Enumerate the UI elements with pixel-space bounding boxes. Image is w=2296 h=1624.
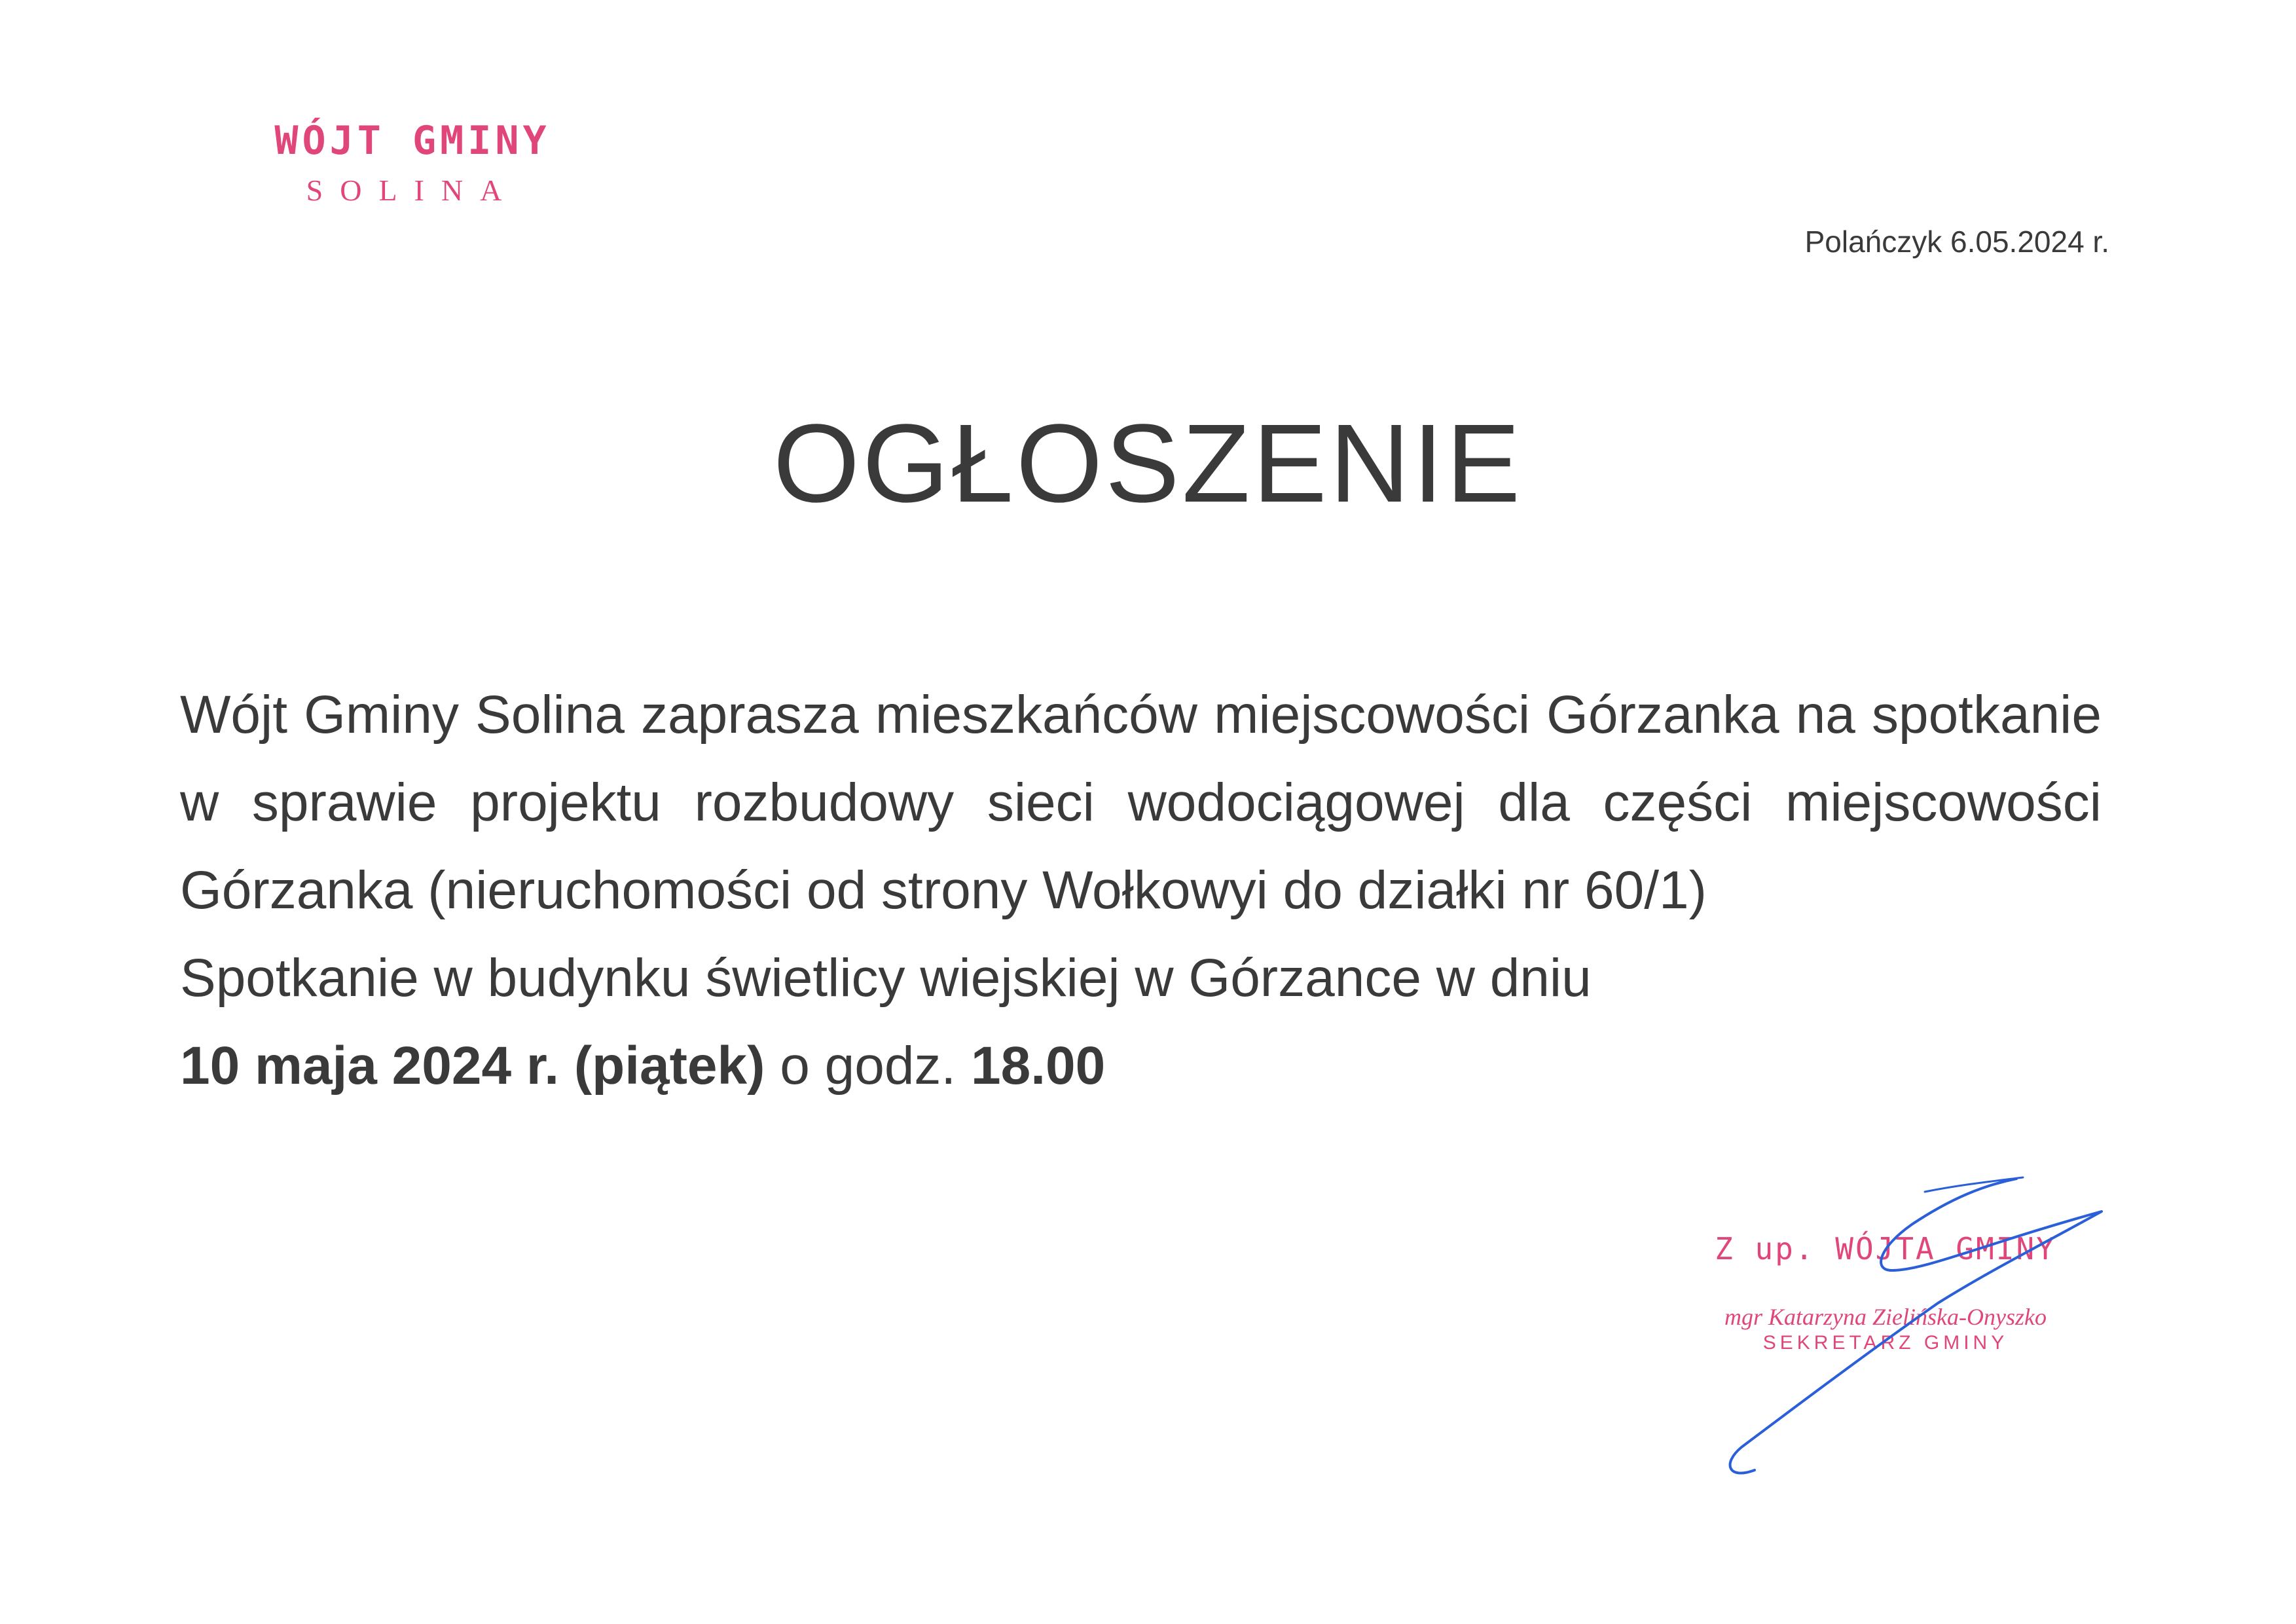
- handwritten-signature: [1676, 1172, 2134, 1486]
- signature-stamp-role: SEKRETARZ GMINY: [1762, 1332, 2009, 1354]
- header-stamp-line2: SOLINA: [306, 174, 519, 207]
- document-date: Polańczyk 6.05.2024 r.: [1804, 225, 2109, 259]
- meeting-time-prefix: o godz.: [780, 1036, 957, 1096]
- header-stamp-line1: WÓJT GMINY: [274, 118, 551, 164]
- meeting-place: Spotkanie w budynku świetlicy wiejskiej w Górzance w dniu: [180, 948, 1592, 1008]
- meeting-when: [180, 1022, 2102, 1110]
- document-body: [180, 671, 2102, 1110]
- meeting-date: 10 maja 2024 r. (piątek): [180, 1036, 765, 1096]
- signature-stamp-authority: Z up. WÓJTA GMINY: [1715, 1231, 2056, 1266]
- signature-stamp-name: mgr Katarzyna Zielińska-Onyszko: [1724, 1304, 2047, 1330]
- meeting-time: 18.00: [971, 1036, 1106, 1096]
- document-title: OGŁOSZENIE: [773, 401, 1523, 526]
- invitation-paragraph: Wójt Gminy Solina zaprasza mieszkańców miejscowości Górzanka na spotkanie w sprawie projektu rozbudowy sieci wodociągowej dla części miejscowości Górzanka (nieruchomości od strony Wołkowyi do działki nr 60/1): [180, 685, 2102, 920]
- header-stamp: [249, 118, 576, 208]
